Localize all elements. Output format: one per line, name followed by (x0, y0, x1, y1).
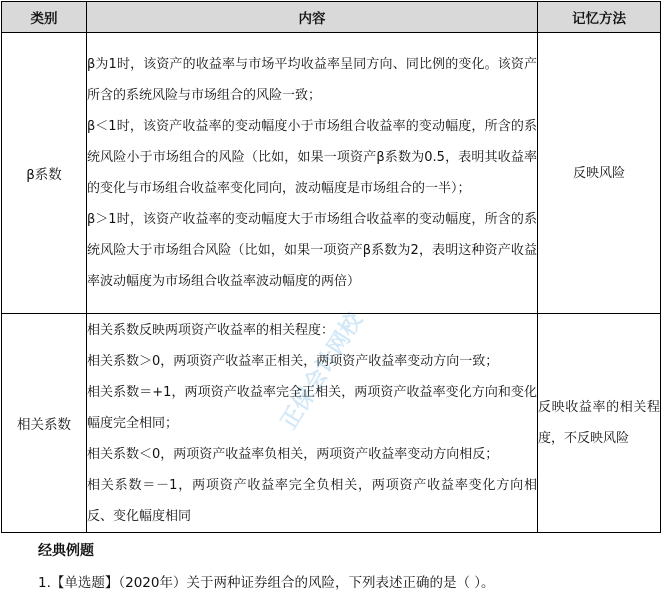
content-paragraph: 相关系数＜0，两项资产收益率负相关，两项资产收益率变动方向相反； (87, 446, 499, 462)
comparison-table (1, 1, 661, 533)
content-paragraph: β＜1时，该资产收益率的变动幅度小于市场组合收益率的变动幅度，所含的系统风险小于市场组合的风险（比如，如果一项资产β系数为0.5，表明其收益率的变化与市场组合收益率变化同向，波动幅度是市场组合的一半）； (87, 119, 537, 196)
section-title: 经典例题 (38, 543, 94, 559)
content-paragraph: 相关系数＝－1，两项资产收益率完全负相关，两项资产收益率变化方向相反、变化幅度相同 (87, 477, 537, 524)
content-paragraph: 相关系数反映两项资产收益率的相关程度： (87, 322, 335, 338)
watermark-logo: 正保会计网校 (276, 308, 368, 434)
content-cell (87, 314, 538, 533)
category-cell: β系数 (2, 33, 87, 314)
table-row (2, 314, 661, 533)
content-paragraph: 相关系数＞0，两项资产收益率正相关，两项资产收益率变动方向一致； (87, 353, 499, 369)
content-cell (87, 33, 538, 314)
header-content: 内容 (87, 2, 538, 33)
table-row (2, 33, 661, 314)
header-memo: 记忆方法 (538, 2, 661, 33)
header-category: 类别 (2, 2, 87, 33)
table-header-row (2, 2, 661, 33)
category-cell: 相关系数 (2, 314, 87, 533)
question-text: 1.【单选题】（2020年）关于两种证券组合的风险，下列表述正确的是（ ）。 (38, 575, 495, 591)
memo-cell: 反映风险 (538, 33, 661, 314)
content-paragraph: 相关系数＝+1，两项资产收益率完全正相关，两项资产收益率变化方向和变化幅度完全相同； (87, 384, 537, 431)
content-paragraph: β＞1时，该资产收益率的变动幅度大于市场组合收益率的变动幅度，所含的系统风险大于市场组合风险（比如，如果一项资产β系数为2，表明这种资产收益率波动幅度为市场组合收益率波动幅度的两倍） (87, 212, 537, 289)
memo-cell: 反映收益率的相关程度，不反映风险 (538, 314, 661, 533)
content-paragraph: β为1时，该资产的收益率与市场平均收益率呈同方向、同比例的变化。该资产所含的系统风险与市场组合的风险一致； (87, 57, 537, 103)
